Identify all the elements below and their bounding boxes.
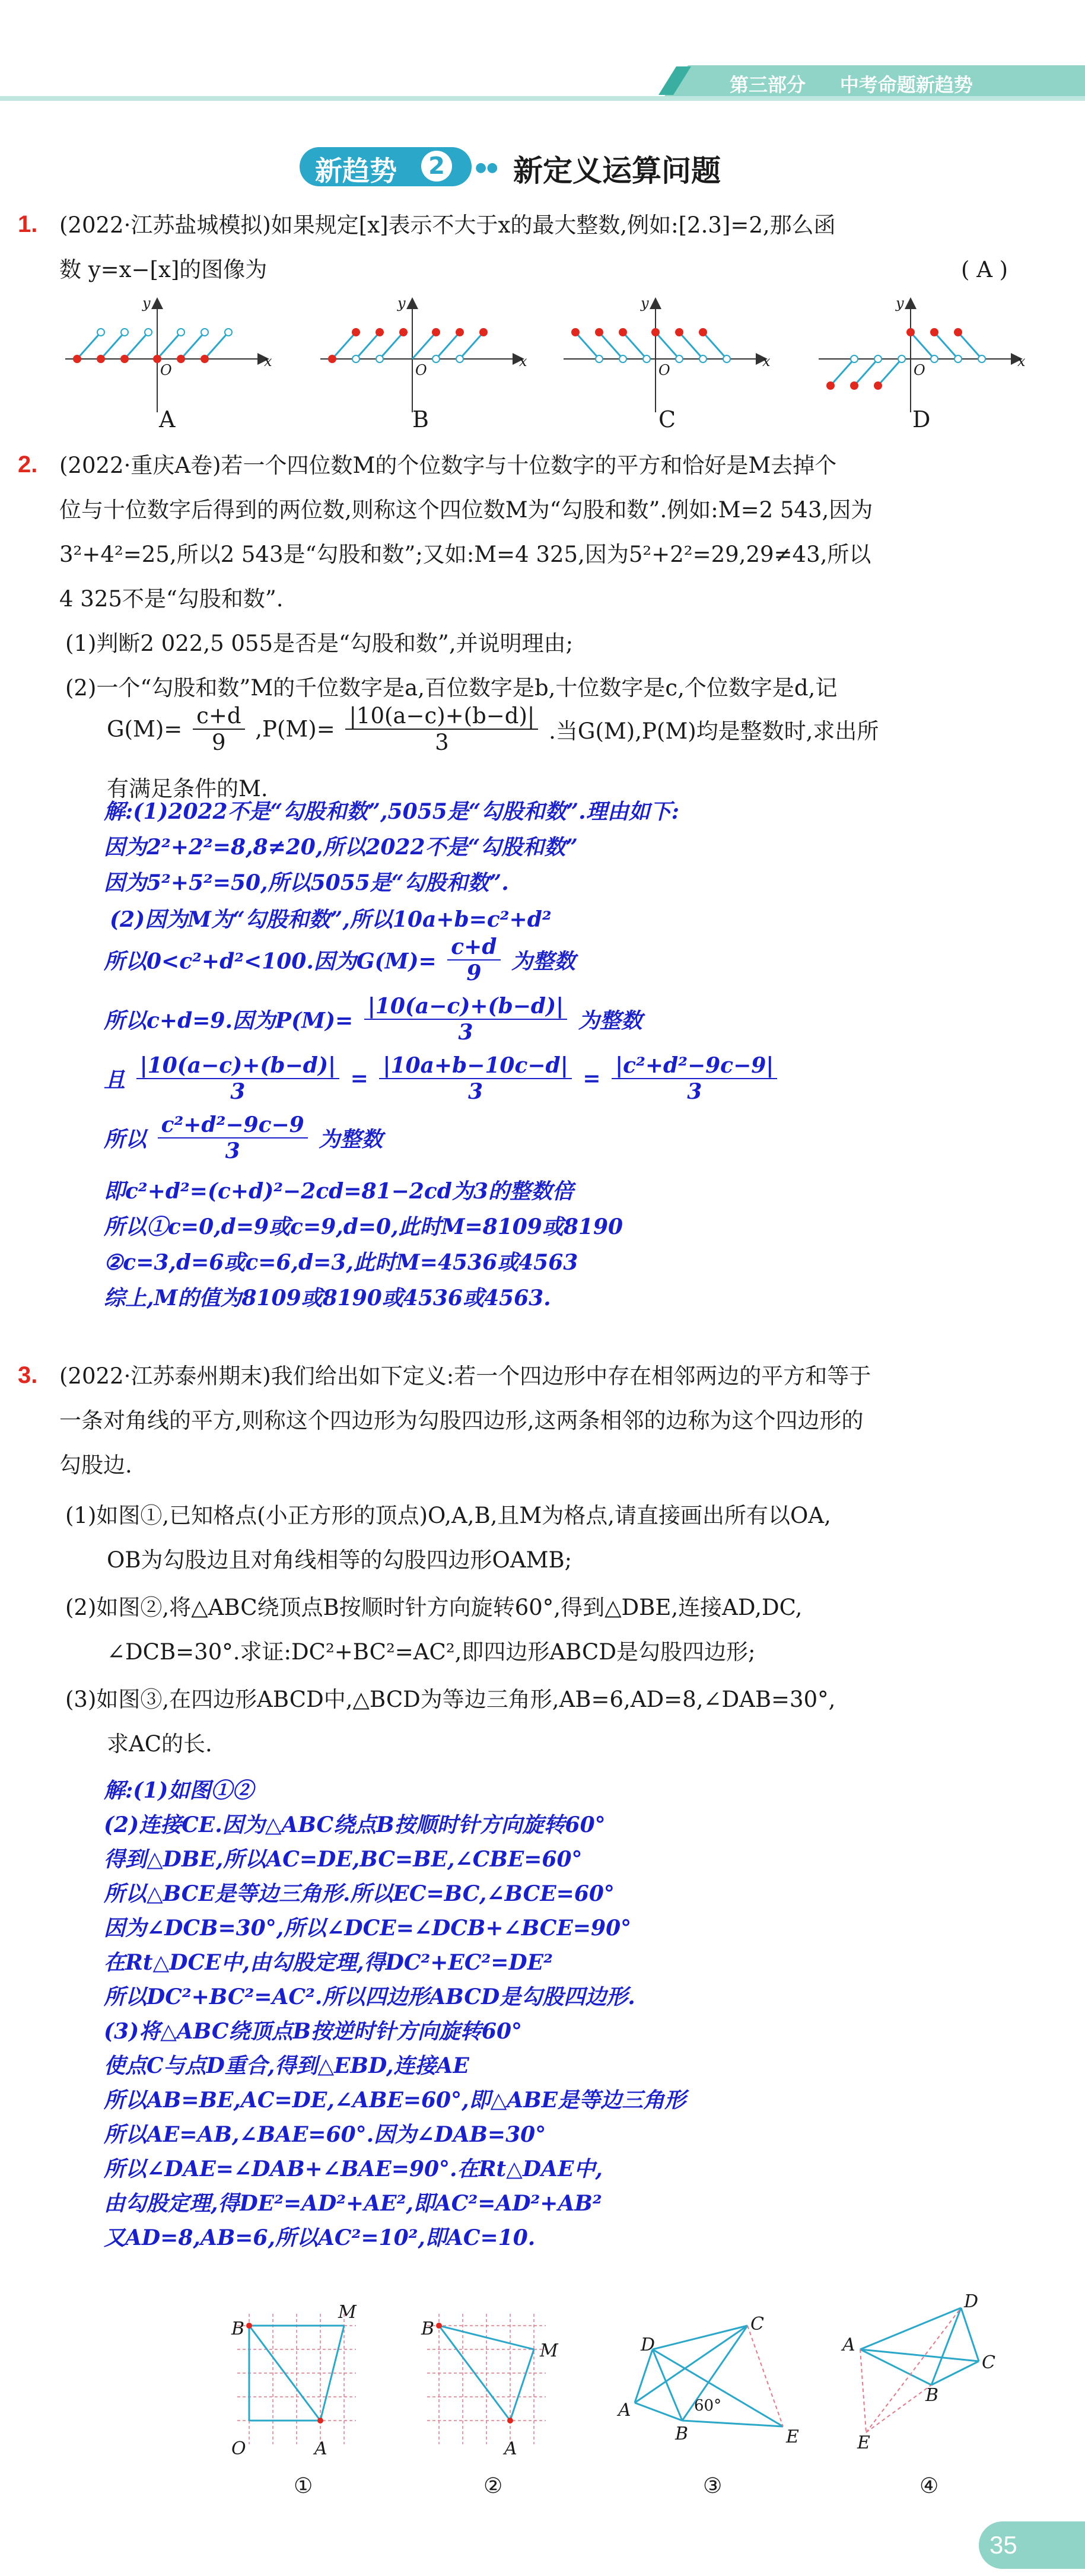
q2-sol6-denominator: 3: [458, 1020, 473, 1045]
fig4-label-b: B: [925, 2385, 939, 2406]
q2-sol-line6: [104, 994, 642, 1045]
q2-pm-denominator: 3: [435, 730, 449, 755]
fig1-label-b: B: [231, 2319, 245, 2339]
graph-b-x-label: x: [519, 353, 527, 370]
figure-3-caption: ③: [703, 2474, 723, 2498]
figure-3: [617, 2302, 807, 2462]
fig2-label-a: A: [504, 2438, 517, 2459]
q2-last-line: 有满足条件的M.: [107, 776, 268, 802]
figure-4-caption: ④: [919, 2474, 939, 2498]
title-text: 新定义运算问题: [513, 154, 721, 188]
q3-part2-cont: ∠DCB=30°.求证:DC²+BC²=AC²,即四边形ABCD是勾股四边形;: [107, 1639, 756, 1665]
q3-part1: (1)如图①,已知格点(小正方形的顶点)O,A,B,且M为格点,请直接画出所有以OA,: [65, 1503, 831, 1528]
q2-sol5-suffix: 为整数: [511, 949, 576, 974]
q1-answer-text: ( A ): [961, 257, 1008, 282]
q1-number: 1.: [18, 211, 38, 237]
q2-sol-line1: 解:(1)2022不是“勾股和数”,5055是“勾股和数”.理由如下:: [104, 799, 679, 824]
q3-line2: 一条对角线的平方,则称这个四边形为勾股四边形,这两条相邻的边称为这个四边形的: [59, 1408, 864, 1433]
header-subtitle: 中考命题新趋势: [839, 74, 973, 96]
q2-part1: (1)判断2 022,5 055是否是“勾股和数”,并说明理由;: [65, 631, 574, 656]
graph-b-origin: O: [415, 362, 427, 379]
q3-sol-line5: 因为∠DCB=30°,所以∠DCE=∠DCB+∠BCE=90°: [104, 1916, 632, 1941]
q2-sol-line8: [104, 1112, 383, 1163]
q2-sol7-frac1-denominator: 3: [230, 1079, 246, 1104]
q3-sol-line7: 所以DC²+BC²=AC².所以四边形ABCD是勾股四边形.: [104, 1985, 635, 2009]
q3-part1-cont: OB为勾股边且对角线相等的勾股四边形OAMB;: [107, 1547, 572, 1573]
fig3-label-a: A: [618, 2400, 631, 2421]
q2-sol-line3: 因为5²+5²=50,所以5055是“勾股和数”.: [104, 870, 509, 895]
q2-sol7-prefix: 且: [104, 1067, 126, 1093]
q2-sol7-eq2: =: [583, 1066, 601, 1091]
q2-sol7-frac2-numerator: |10a+b−10c−d|: [379, 1053, 571, 1079]
figure-1: [225, 2302, 380, 2456]
q3-sol-line14: 又AD=8,AB=6,所以AC²=10²,即AC=10.: [104, 2225, 536, 2250]
fig2-label-m: M: [540, 2340, 558, 2361]
q3-number: 3.: [18, 1362, 38, 1388]
page-number-text: 35: [989, 2531, 1017, 2559]
fig1-label-m: M: [338, 2302, 357, 2323]
figure-1-caption: ①: [294, 2474, 313, 2498]
q2-sol7-frac1-numerator: |10(a−c)+(b−d)|: [136, 1053, 340, 1079]
graph-c-x-label: x: [762, 353, 771, 370]
figure-2: [415, 2302, 569, 2456]
q2-sol8-denominator: 3: [225, 1138, 240, 1163]
q2-line2: 位与十位数字后得到的两位数,则称这个四位数M为“勾股和数”.例如:M=2 543,因为: [59, 497, 873, 523]
q2-gm-suffix: .当G(M),P(M)均是整数时,求出所: [549, 718, 879, 744]
fig4-label-a: A: [842, 2335, 855, 2355]
q2-number: 2.: [18, 451, 38, 478]
q1-answer: [961, 246, 1008, 294]
fig3-label-c: C: [750, 2314, 764, 2335]
q2-sol-line5: [104, 934, 575, 985]
q2-sol-line9: 即c²+d²=(c+d)²−2cd=81−2cd为3的整数倍: [104, 1179, 574, 1204]
header-section: 第三部分: [730, 74, 806, 96]
q2-sol6-numerator: |10(a−c)+(b−d)|: [364, 994, 568, 1020]
q2-sol5-numerator: c+d: [447, 934, 500, 961]
q3-figures: [225, 2291, 1020, 2504]
q2-sol8-numerator: c²+d²−9c−9: [158, 1112, 308, 1138]
title-badge-number: 2: [421, 151, 452, 182]
graph-a-x-label: x: [264, 353, 272, 370]
q2-gm-numerator: c+d: [193, 703, 244, 730]
q2-sol8-prefix: 所以: [104, 1127, 147, 1152]
option-b-label: B: [412, 406, 429, 432]
q2-sol7-eq1: =: [350, 1066, 368, 1091]
q1-line2: 数 y=x−[x]的图像为: [59, 257, 268, 282]
q2-sol-line4: (2)因为M为“勾股和数”,所以10a+b=c²+d²: [110, 907, 552, 932]
q2-sol7-frac3-numerator: |c²+d²−9c−9|: [612, 1053, 777, 1079]
graph-c-origin: O: [658, 362, 670, 379]
q2-sol8-suffix: 为整数: [319, 1127, 383, 1152]
graph-a-y-label: y: [142, 295, 151, 311]
fig2-label-b: B: [421, 2319, 435, 2339]
q2-sol5-prefix: 所以0<c²+d²<100.因为G(M)=: [104, 949, 437, 974]
option-d-label: D: [912, 406, 931, 432]
graph-d-x-label: x: [1017, 353, 1026, 370]
q3-sol-line1: 解:(1)如图①②: [104, 1778, 254, 1803]
q3-sol-line10: 所以AB=BE,AC=DE,∠ABE=60°,即△ABE是等边三角形: [104, 2088, 686, 2113]
q3-sol-line2: (2)连接CE.因为△ABC绕点B按顺时针方向旋转60°: [104, 1812, 606, 1837]
graph-d-origin: O: [914, 362, 925, 379]
q2-sol6-prefix: 所以c+d=9.因为P(M)=: [104, 1008, 354, 1033]
fig4-label-e: E: [857, 2432, 870, 2453]
page-number: [979, 2521, 1085, 2569]
fig3-angle-label: 60°: [694, 2397, 722, 2415]
q2-gm-denominator: 9: [212, 730, 226, 755]
graph-c-y-label: y: [641, 295, 649, 311]
graph-a-origin: O: [160, 362, 172, 379]
q2-sol-line10: 所以①c=0,d=9或c=9,d=0,此时M=8109或8190: [104, 1214, 623, 1239]
option-c-label: C: [658, 406, 676, 432]
q3-part2: (2)如图②,将△ABC绕顶点B按顺时针方向旋转60°,得到△DBE,连接AD,DC,: [65, 1595, 803, 1620]
fig3-label-b: B: [675, 2424, 689, 2444]
q3-sol-line4: 所以△BCE是等边三角形.所以EC=BC,∠BCE=60°: [104, 1881, 615, 1906]
q3-part3-cont: 求AC的长.: [107, 1731, 212, 1757]
q2-sol7-frac2-denominator: 3: [468, 1079, 483, 1104]
q3-sol-line9: 使点C与点D重合,得到△EBD,连接AE: [104, 2053, 469, 2078]
q3-part3: (3)如图③,在四边形ABCD中,△BCD为等边三角形,AB=6,AD=8,∠DAB=30°,: [65, 1687, 836, 1712]
q2-gm-prefix: G(M)=: [107, 716, 183, 742]
title-badge-text: 新趋势: [315, 155, 397, 187]
q2-sol-line2: 因为2²+2²=8,8≠20,所以2022不是“勾股和数”: [104, 835, 578, 860]
title-dots: ●●: [475, 160, 498, 175]
q3-sol-line6: 在Rt△DCE中,由勾股定理,得DC²+EC²=DE²: [104, 1950, 553, 1975]
q3-line1: (2022·江苏泰州期末)我们给出如下定义:若一个四边形中存在相邻两边的平方和等于: [59, 1363, 871, 1389]
q3-sol-line3: 得到△DBE,所以AC=DE,BC=BE,∠CBE=60°: [104, 1847, 583, 1872]
fig1-label-o: O: [231, 2438, 246, 2459]
q3-sol-line8: (3)将△ABC绕顶点B按逆时针方向旋转60°: [104, 2019, 523, 2044]
q2-pm-prefix: ,P(M)=: [255, 716, 335, 742]
q1-graph-labels: [53, 294, 1050, 436]
title-badge: [300, 147, 472, 186]
q2-line3: 3²+4²=25,所以2 543是“勾股和数”;又如:M=4 325,因为5²+2²=29,29≠43,所以: [59, 542, 871, 567]
q2-sol5-denominator: 9: [466, 961, 482, 985]
q2-sol6-suffix: 为整数: [578, 1008, 642, 1033]
header-band: [0, 59, 1085, 101]
fig1-label-a: A: [314, 2438, 327, 2459]
q2-sol-line11: ②c=3,d=6或c=6,d=3,此时M=4536或4563: [104, 1250, 578, 1275]
option-a-label: A: [159, 406, 176, 432]
q2-pm-numerator: |10(a−c)+(b−d)|: [345, 703, 538, 730]
q3-sol-line13: 由勾股定理,得DE²=AD²+AE²,即AC²=AD²+AB²: [104, 2191, 602, 2216]
q3-sol-line12: 所以∠DAE=∠DAB+∠BAE=90°.在Rt△DAE中,: [104, 2157, 603, 2181]
figure-2-caption: ②: [483, 2474, 503, 2498]
q2-sol-line7: [104, 1053, 781, 1104]
q3-sol-line11: 所以AE=AB,∠BAE=60°.因为∠DAB=30°: [104, 2122, 546, 2147]
q3-line3: 勾股边.: [59, 1452, 132, 1478]
fig3-label-e: E: [786, 2426, 799, 2447]
graph-d-y-label: y: [896, 295, 904, 311]
graph-b-y-label: y: [397, 295, 406, 311]
q2-sol7-frac3-denominator: 3: [687, 1079, 702, 1104]
fig4-label-c: C: [982, 2352, 995, 2373]
fig3-label-d: D: [641, 2335, 656, 2355]
q2-line4: 4 325不是“勾股和数”.: [59, 586, 284, 612]
q1-line1: (2022·江苏盐城模拟)如果规定[x]表示不大于x的最大整数,例如:[2.3]=2,那么函: [59, 212, 836, 238]
q2-sol-line12: 综上,M的值为8109或8190或4536或4563.: [104, 1286, 551, 1311]
fig4-label-d: D: [964, 2291, 979, 2312]
q2-part2: (2)一个“勾股和数”M的千位数字是a,百位数字是b,十位数字是c,个位数字是d,记: [65, 675, 838, 701]
q2-line1: (2022·重庆A卷)若一个四位数M的个位数字与十位数字的平方和恰好是M去掉个: [59, 453, 837, 478]
q2-gm-formula: [107, 703, 879, 755]
